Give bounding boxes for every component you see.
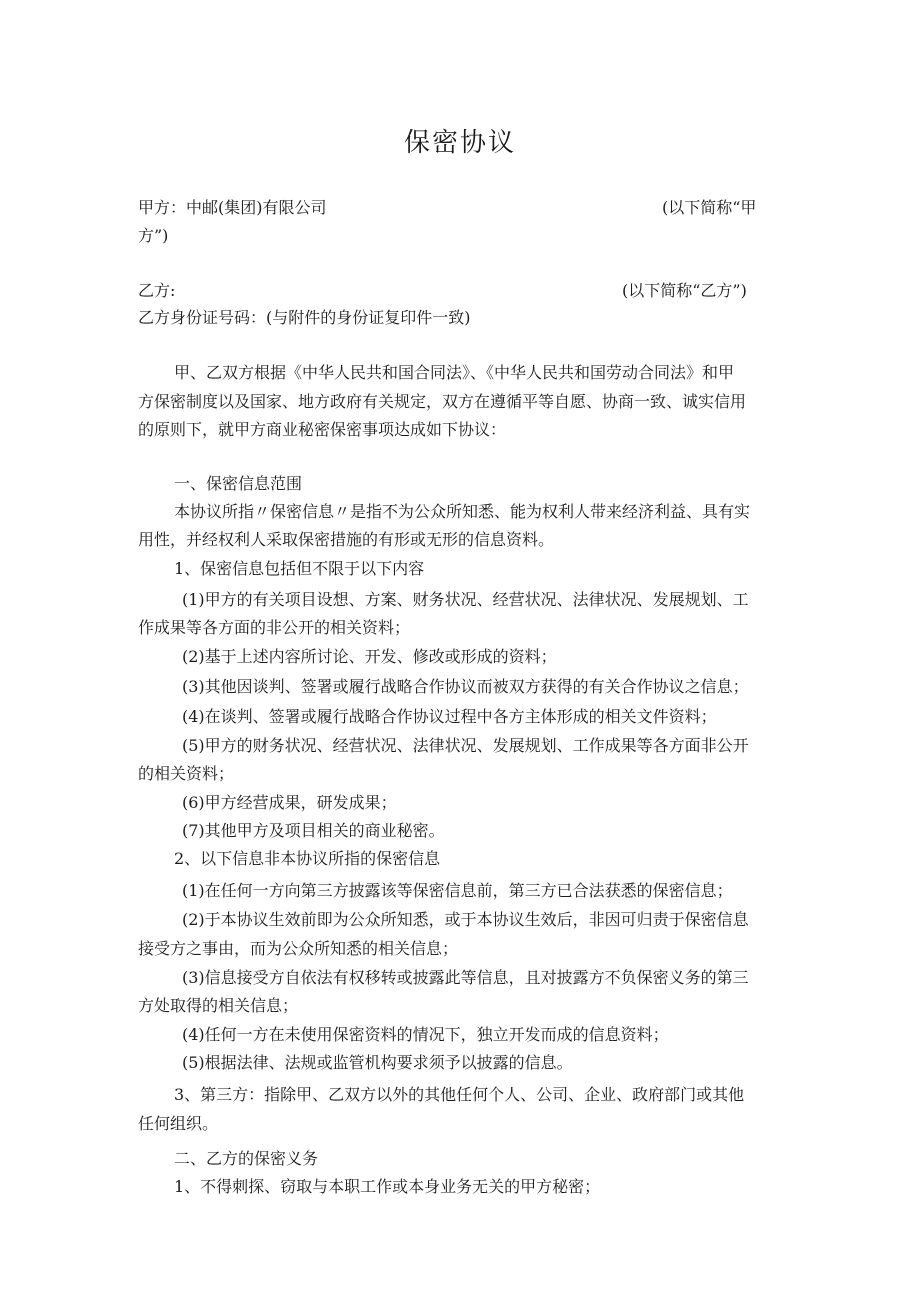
party-a-label: 甲方：中邮(集团)有限公司 xyxy=(138,198,327,217)
clause-1-item: (3)其他因谈判、签署或履行战略合作协议而被双方获得的有关合作协议之信息； xyxy=(182,677,749,696)
clause-3: 任何组织。 xyxy=(138,1114,219,1133)
clause-2-item: (2)于本协议生效前即为公众所知悉，或于本协议生效后，非因可归责于保密信息 xyxy=(182,910,749,929)
clause-1-item: (2)基于上述内容所讨论、开发、修改或形成的资料； xyxy=(182,647,557,666)
clause-1-item: 的相关资料； xyxy=(138,764,235,783)
definition-line: 用性，并经权利人采取保密措施的有形或无形的信息资料。 xyxy=(138,530,555,549)
intro-line: 甲、乙双方根据《中华人民共和国合同法》、《中华人民共和国劳动合同法》和甲 xyxy=(174,363,735,382)
definition-line: 本协议所指〃保密信息〃是指不为公众所知悉、能为权利人带来经济利益、具有实 xyxy=(174,502,751,521)
clause-1-item: (1)甲方的有关项目设想、方案、财务状况、经营状况、法律状况、发展规划、工 xyxy=(182,590,749,609)
clause-3: 3、第三方：指除甲、乙双方以外的其他任何个人、公司、企业、政府部门或其他 xyxy=(174,1085,745,1104)
party-a-note-cont: 方”) xyxy=(138,226,169,245)
section-1-heading: 一、保密信息范围 xyxy=(174,474,303,493)
clause-2: 2、以下信息非本协议所指的保密信息 xyxy=(174,849,441,868)
section-2-heading: 二、乙方的保密义务 xyxy=(174,1149,319,1168)
party-b-label: 乙方: xyxy=(138,281,176,300)
intro-line: 方保密制度以及国家、地方政府有关规定，双方在遵循平等自愿、协商一致、诚实信用 xyxy=(138,392,747,411)
clause-1-item: (5)甲方的财务状况、经营状况、法律状况、发展规划、工作成果等各方面非公开 xyxy=(182,736,749,755)
section-2-clause-1: 1、不得刺探、窃取与本职工作或本身业务无关的甲方秘密； xyxy=(174,1177,601,1196)
clause-1-item: (4)在谈判、签署或履行战略合作协议过程中各方主体形成的相关文件资料； xyxy=(182,707,717,726)
clause-2-item: 接受方之事由，而为公众所知悉的相关信息； xyxy=(138,939,459,958)
clause-1-item: (6)甲方经营成果，研发成果； xyxy=(182,793,397,812)
clause-2-item: (1)在任何一方向第三方披露该等保密信息前，第三方已合法获悉的保密信息； xyxy=(182,881,733,900)
clause-2-item: (5)根据法律、法规或监管机构要求须予以披露的信息。 xyxy=(182,1053,573,1072)
party-a-note: (以下简称“甲 xyxy=(662,198,757,217)
party-b-id-line: 乙方身份证号码：(与附件的身份证复印件一致) xyxy=(138,308,471,327)
clause-1-item: 作成果等各方面的非公开的相关资料； xyxy=(138,618,411,637)
party-b-note: (以下简称“乙方”) xyxy=(622,281,747,300)
clause-2-item: 方处取得的相关信息； xyxy=(138,996,299,1015)
clause-1: 1、保密信息包括但不限于以下内容 xyxy=(174,559,425,578)
clause-1-item: (7)其他甲方及项目相关的商业秘密。 xyxy=(182,821,445,840)
clause-2-item: (4)任何一方在未使用保密资料的情况下，独立开发而成的信息资料； xyxy=(182,1025,669,1044)
document-title: 保密协议 xyxy=(403,128,516,158)
clause-2-item: (3)信息接受方自依法有权移转或披露此等信息，且对披露方不负保密义务的第三 xyxy=(182,968,749,987)
intro-line: 的原则下，就甲方商业秘密保密事项达成如下协议： xyxy=(138,420,507,439)
